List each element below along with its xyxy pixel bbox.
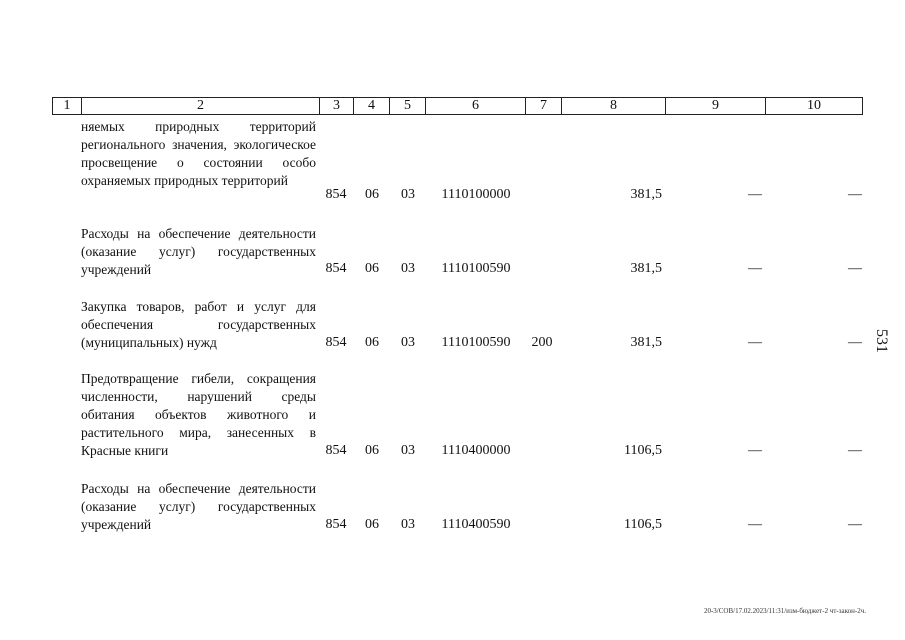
table-header-row — [52, 97, 863, 115]
column-header-8: 8 — [561, 98, 665, 114]
row-amount: 381,5 — [630, 335, 662, 350]
page-number: 531 — [873, 329, 890, 353]
row-col10-dash: — — [848, 261, 862, 276]
row-col9-dash: — — [748, 261, 762, 276]
column-header-4: 4 — [353, 98, 389, 114]
row-target-code: 1110400590 — [441, 517, 511, 532]
row-description: Предотвращение гибели, сокращения численности, нарушений среды обитания объектов животного и растительного мира, занесенных в Красные книги — [81, 371, 316, 458]
row-amount: 1106,5 — [624, 443, 662, 458]
row-subsection-code: 03 — [401, 517, 415, 532]
row-description: Закупка товаров, работ и услуг для обеспечения государственных (муниципальных) нужд — [81, 299, 316, 350]
row-description: Расходы на обеспечение деятельности (оказание услуг) государственных учреждений — [81, 226, 316, 277]
row-ministry-code: 854 — [325, 335, 347, 350]
row-col10-dash: — — [848, 187, 862, 202]
column-header-2: 2 — [81, 98, 319, 114]
row-col10-dash: — — [848, 335, 862, 350]
row-target-code: 1110400000 — [441, 443, 511, 458]
column-header-6: 6 — [425, 98, 525, 114]
row-section-code: 06 — [365, 187, 379, 202]
row-amount: 381,5 — [630, 187, 662, 202]
column-header-10: 10 — [765, 98, 862, 114]
row-subsection-code: 03 — [401, 261, 415, 276]
column-header-5: 5 — [389, 98, 425, 114]
row-col9-dash: — — [748, 335, 762, 350]
footer-reference: 20-3/СОВ/17.02.2023/11:31/изм-бюджет-2 чт-закон-2ч. — [703, 607, 866, 615]
row-section-code: 06 — [365, 443, 379, 458]
row-target-code: 1110100590 — [441, 261, 511, 276]
row-subsection-code: 03 — [401, 187, 415, 202]
row-amount: 381,5 — [630, 261, 662, 276]
row-amount: 1106,5 — [624, 517, 662, 532]
column-header-3: 3 — [319, 98, 353, 114]
row-section-code: 06 — [365, 517, 379, 532]
row-subsection-code: 03 — [401, 335, 415, 350]
row-col10-dash: — — [848, 443, 862, 458]
row-expense-type: 200 — [531, 335, 553, 350]
row-target-code: 1110100000 — [441, 187, 511, 202]
row-ministry-code: 854 — [325, 261, 347, 276]
row-subsection-code: 03 — [401, 443, 415, 458]
row-ministry-code: 854 — [325, 517, 347, 532]
row-description: няемых природных территорий регионального значения, экологическое просвещение о состоянии особо охраняемых природных территорий — [81, 119, 316, 188]
row-ministry-code: 854 — [325, 443, 347, 458]
row-ministry-code: 854 — [325, 187, 347, 202]
row-section-code: 06 — [365, 335, 379, 350]
row-col9-dash: — — [748, 443, 762, 458]
column-header-9: 9 — [665, 98, 765, 114]
row-description: Расходы на обеспечение деятельности (оказание услуг) государственных учреждений — [81, 481, 316, 532]
row-col9-dash: — — [748, 517, 762, 532]
column-header-7: 7 — [525, 98, 561, 114]
row-col9-dash: — — [748, 187, 762, 202]
column-header-1: 1 — [63, 98, 71, 113]
row-target-code: 1110100590 — [441, 335, 511, 350]
row-section-code: 06 — [365, 261, 379, 276]
row-col10-dash: — — [848, 517, 862, 532]
